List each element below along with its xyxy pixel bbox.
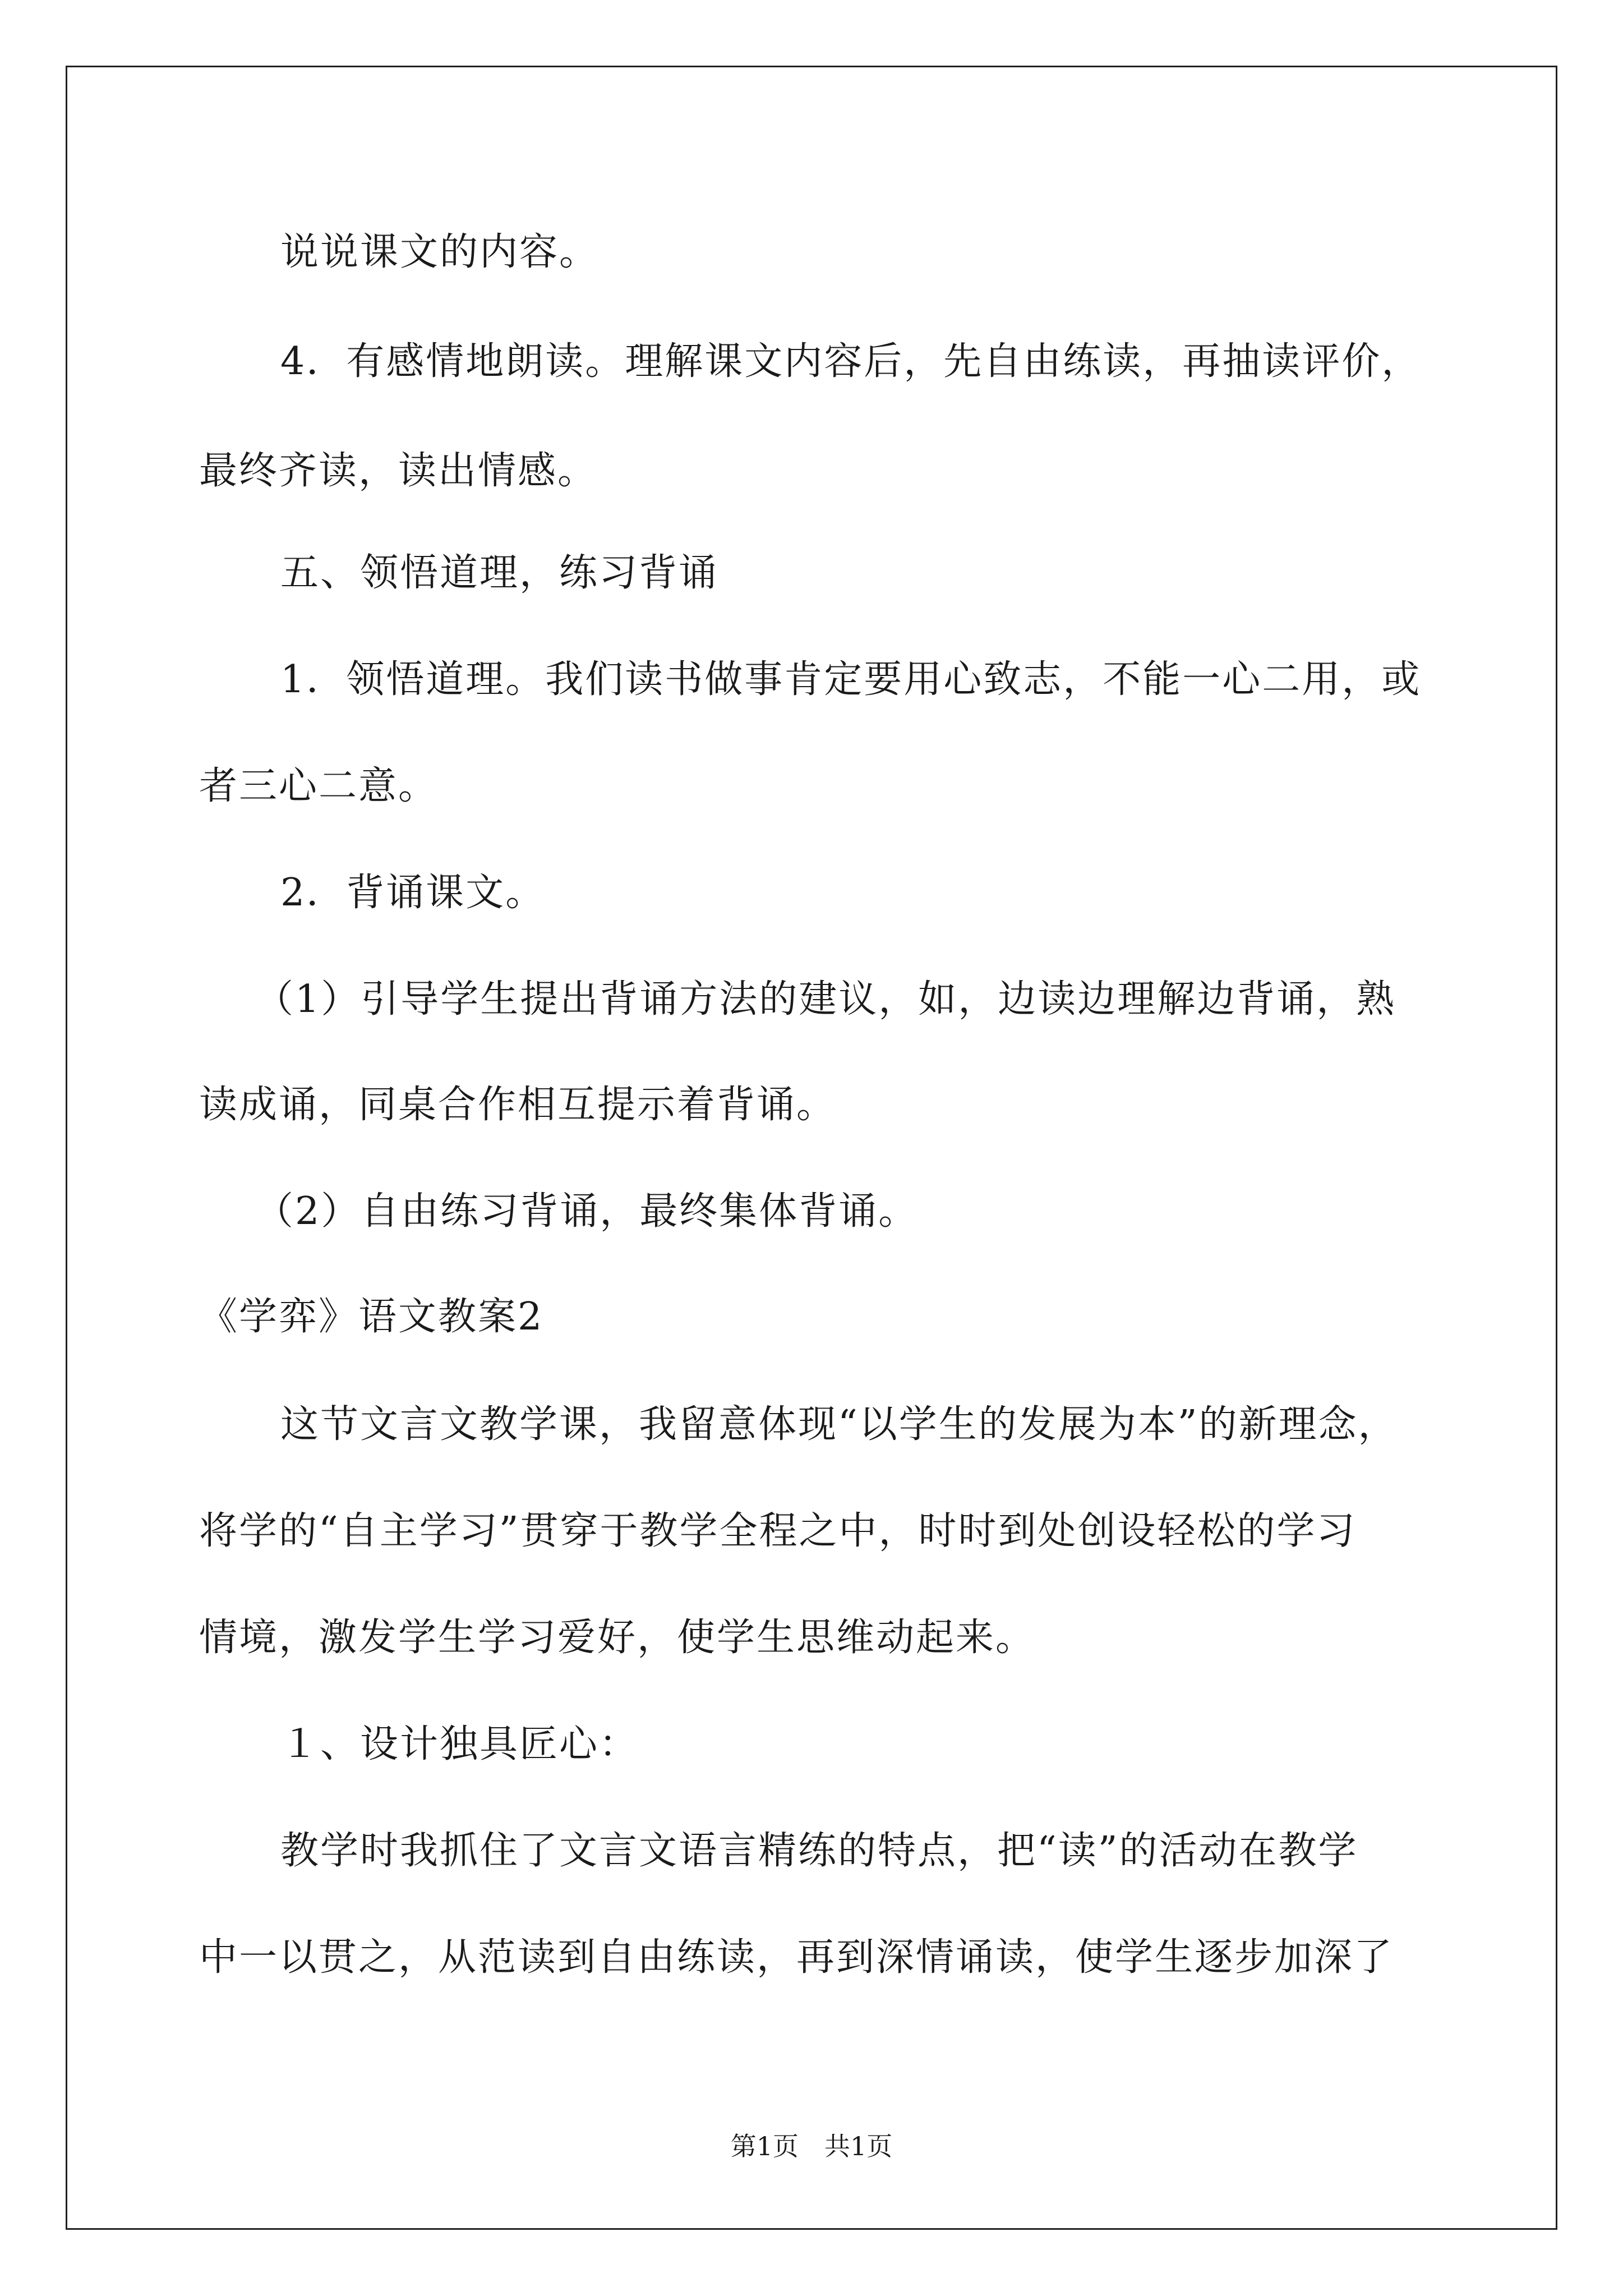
subsection-heading: １、设计独具匠心： (280, 1722, 639, 1766)
paragraph-line: 最终齐读，读出情感。 (199, 449, 598, 493)
paragraph-line: （1）引导学生提出背诵方法的建议，如，边读边理解边背诵，熟 (255, 977, 1396, 1022)
paragraph-line: 1．领悟道理。我们读书做事肯定要用心致志，不能一心二用，或 (280, 657, 1422, 702)
paragraph-line: 2．背诵课文。 (280, 871, 546, 915)
page-number: 第1页 共1页 (730, 2131, 893, 2161)
paragraph-line: 情境，激发学生学习爱好，使学生思维动起来。 (199, 1616, 1036, 1660)
paragraph-line: 读成诵，同桌合作相互提示着背诵。 (199, 1083, 837, 1127)
paragraph-line: 4．有感情地朗读。理解课文内容后，先自由练读，再抽读评价， (280, 339, 1422, 384)
paragraph-line: 中一以贯之，从范读到自由练读，再到深情诵读，使学生逐步加深了 (199, 1935, 1394, 1980)
paragraph-line: 这节文言文教学课，我留意体现“以学生的发展为本”的新理念， (280, 1402, 1398, 1447)
paragraph-line: （2）自由练习背诵，最终集体背诵。 (255, 1189, 919, 1234)
paragraph-line: 者三心二意。 (199, 764, 439, 808)
paragraph-line: 教学时我抓住了文言文语言精练的特点，把“读”的活动在教学 (280, 1829, 1358, 1873)
section-title: 《学弈》语文教案2 (199, 1295, 544, 1339)
section-heading: 五、领悟道理，练习背诵 (280, 551, 719, 595)
paragraph-line: 将学的“自主学习”贯穿于教学全程之中，时时到处创设轻松的学习 (199, 1509, 1357, 1553)
paragraph-line: 说说课文的内容。 (280, 230, 600, 274)
